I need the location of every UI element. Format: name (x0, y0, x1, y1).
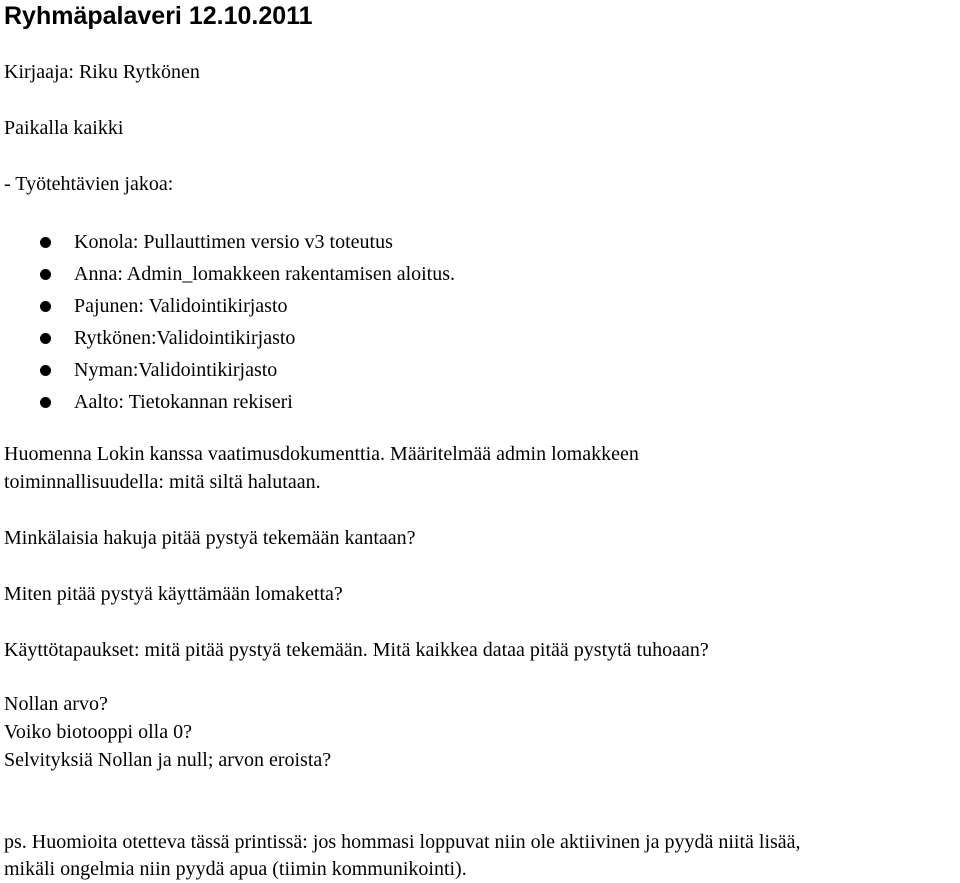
task-text: Rytkönen:Validointikirjasto (74, 327, 296, 349)
null-clarification-question: Selvityksiä Nollan ja null; arvon eroista? (4, 749, 332, 771)
ps-line-2: mikäli ongelmia niin pyydä apua (tiimin kommunikointi). (4, 858, 467, 880)
list-item (4, 258, 455, 290)
recorder-line: Kirjaaja: Riku Rytkönen (4, 61, 200, 83)
tomorrow-line-2: toiminnallisuudella: mitä siltä halutaan. (4, 471, 321, 493)
list-item (4, 386, 455, 418)
task-text: Anna: Admin_lomakkeen rakentamisen aloitus. (74, 263, 456, 285)
attendance-line: Paikalla kaikki (4, 117, 124, 139)
task-text: Nyman:Validointikirjasto (74, 359, 278, 381)
ps-line-1: ps. Huomioita otetteva tässä printissä: jos hommasi loppuvat niin ole aktiivinen ja pyydä niitä lisää, (4, 831, 801, 853)
bullet-icon (40, 333, 51, 344)
searches-question: Minkälaisia hakuja pitää pystyä tekemään kantaan? (4, 527, 416, 549)
list-item (4, 354, 455, 386)
bullet-icon (40, 269, 51, 280)
list-item (4, 226, 455, 258)
bullet-icon (40, 301, 51, 312)
list-item (4, 290, 455, 322)
task-text: Aalto: Tietokannan rekiseri (74, 391, 293, 413)
task-text: Konola: Pullauttimen versio v3 toteutus (74, 231, 393, 253)
page-title: Ryhmäpalaveri 12.10.2011 (4, 2, 313, 30)
list-item (4, 322, 455, 354)
use-cases-line: Käyttötapaukset: mitä pitää pystyä tekemään. Mitä kaikkea dataa pitää pystytä tuhoaan? (4, 639, 709, 661)
task-text: Pajunen: Validointikirjasto (74, 295, 288, 317)
tomorrow-line-1: Huomenna Lokin kanssa vaatimusdokumenttia. Määritelmää admin lomakkeen (4, 443, 639, 465)
form-usage-question: Miten pitää pystyä käyttämään lomaketta? (4, 583, 343, 605)
biotope-zero-question: Voiko biotooppi olla 0? (4, 721, 192, 743)
bullet-icon (40, 237, 51, 248)
bullet-icon (40, 365, 51, 376)
bullet-icon (40, 397, 51, 408)
zero-value-question: Nollan arvo? (4, 693, 108, 715)
task-heading: - Työtehtävien jakoa: (4, 173, 174, 195)
task-list (4, 226, 455, 418)
